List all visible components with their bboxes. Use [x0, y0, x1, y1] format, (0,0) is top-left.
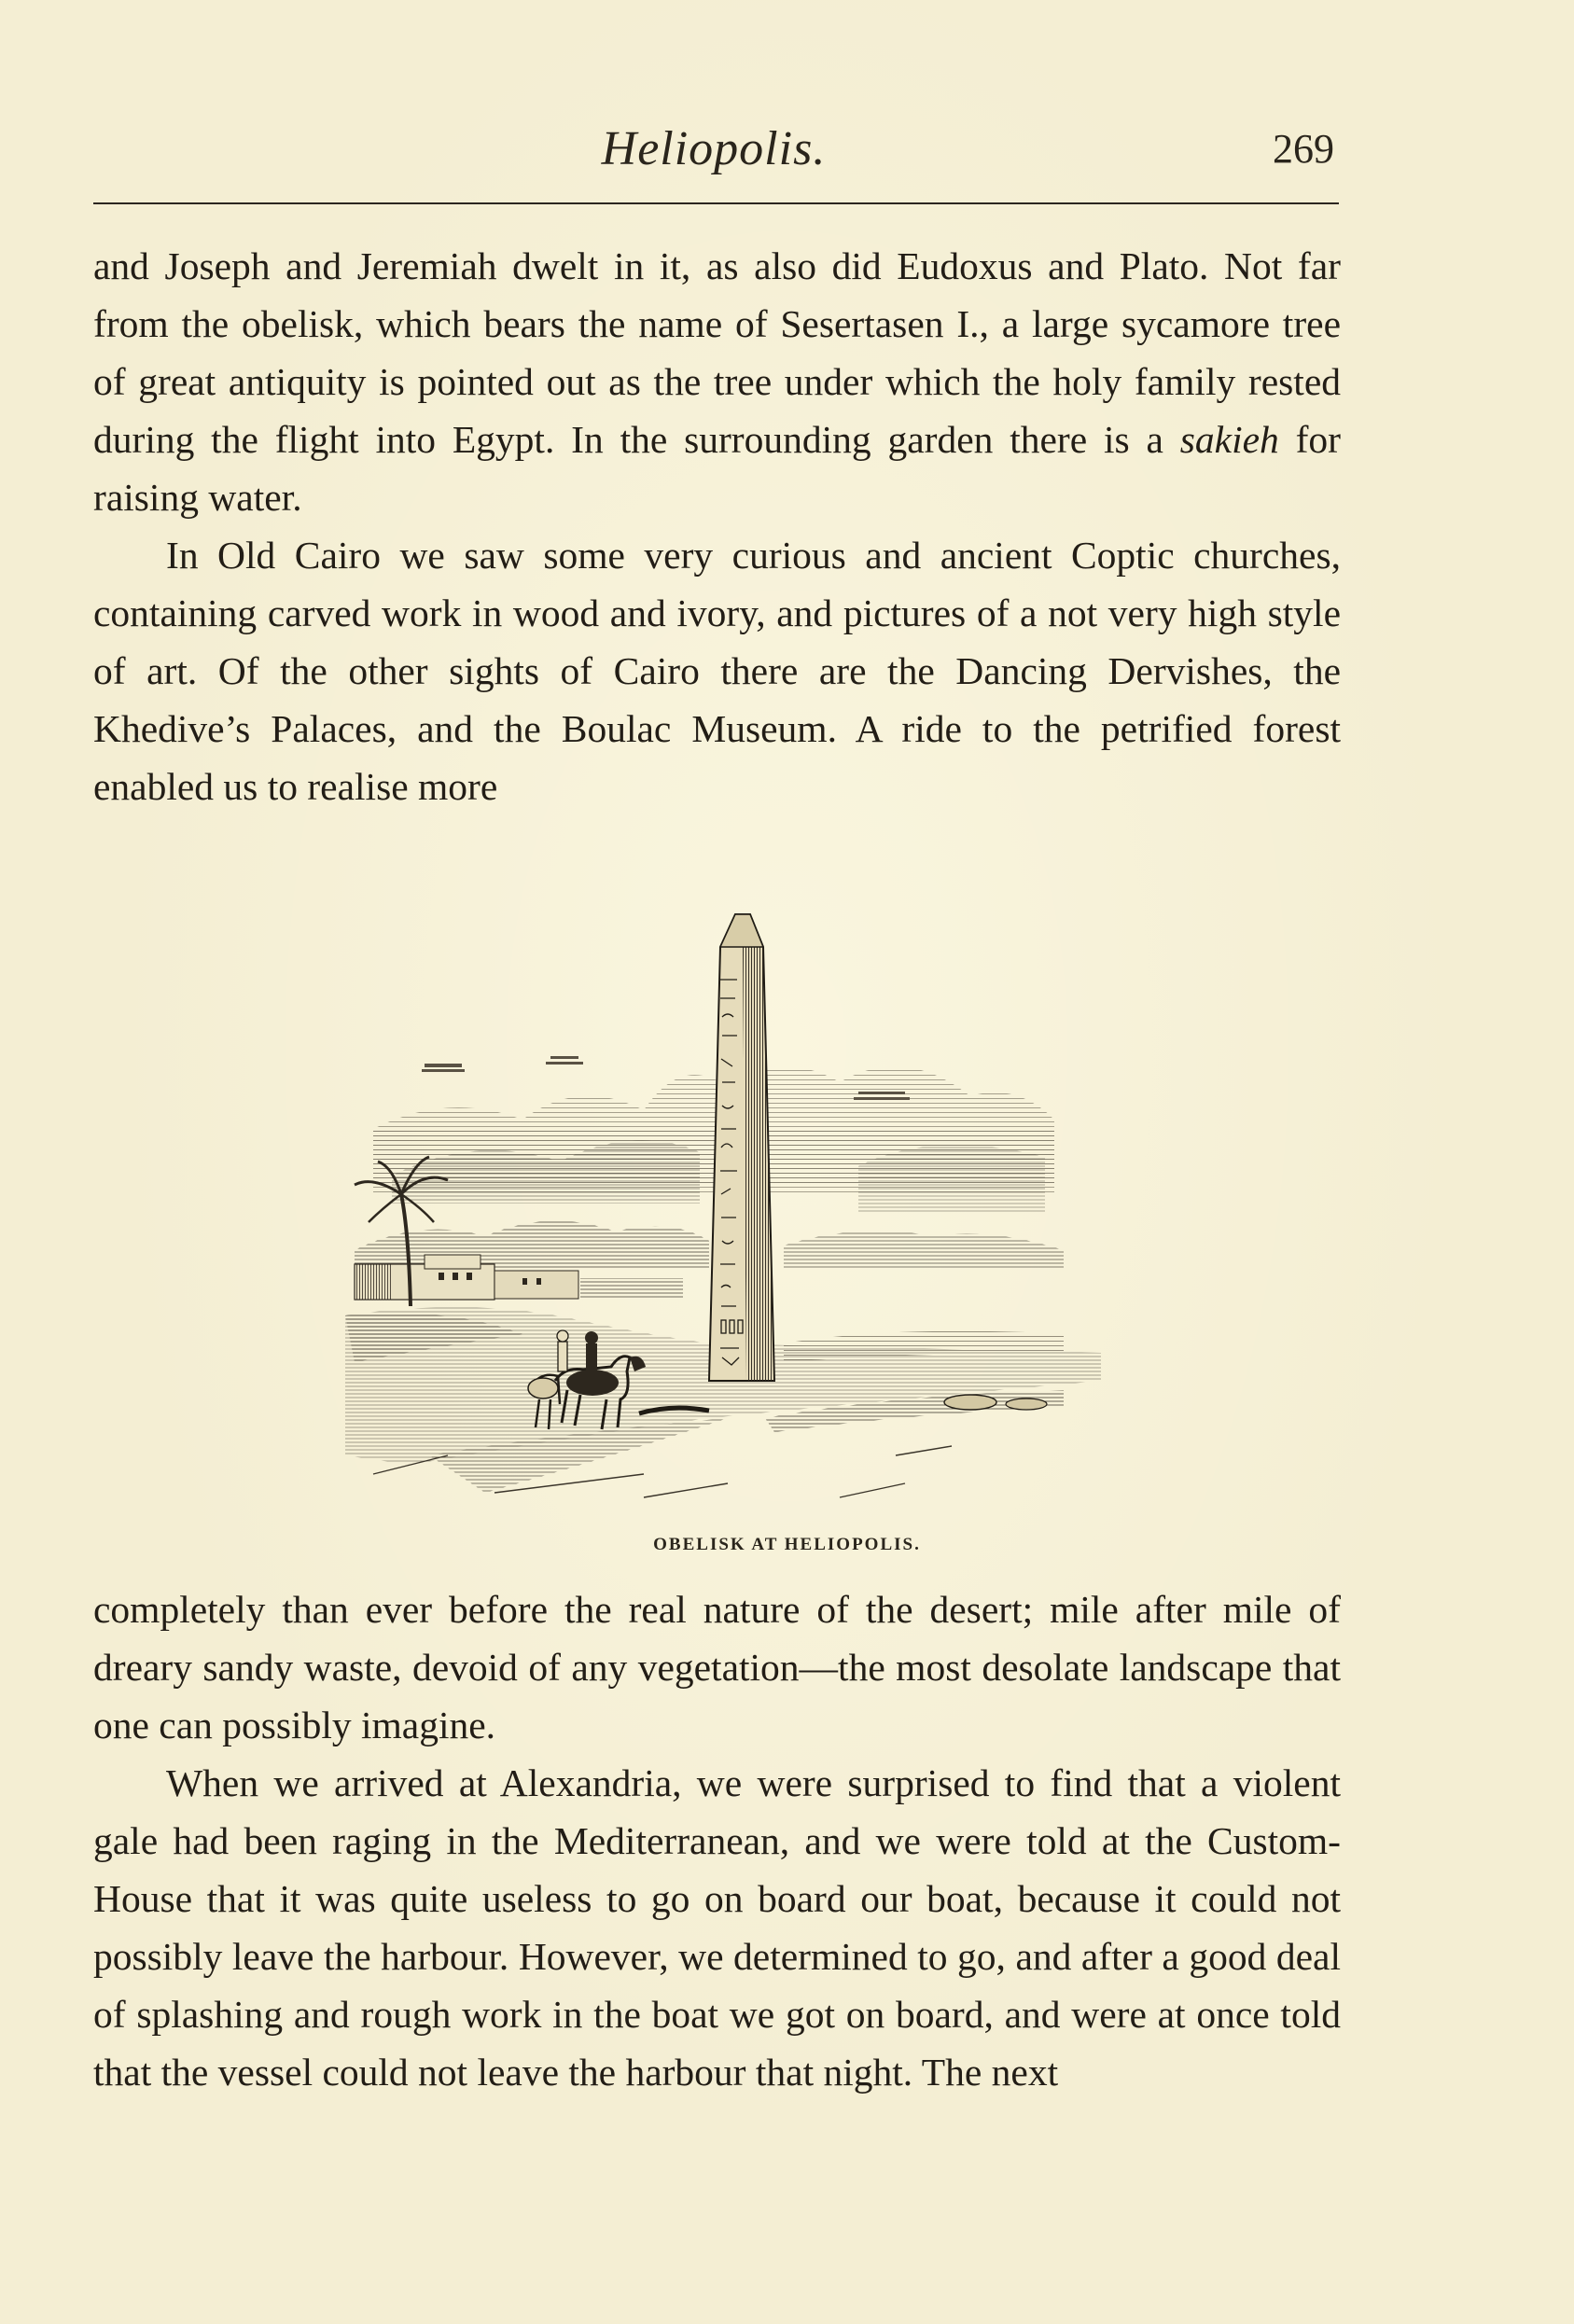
running-title: Heliopolis. — [601, 122, 827, 175]
obelisk — [709, 914, 774, 1381]
text-block-lower — [93, 1580, 1341, 2101]
page-number: 269 — [1273, 126, 1334, 172]
text-block-upper — [93, 237, 1341, 815]
paragraph-2: In Old Cairo we saw some very curious and ancient Coptic churches, containing carved work in wood and ivory, and pictures of a not very high style of art. Of the other sights of Cairo there are the Dancing Dervishes, the Khedive’s Palaces, and the Boulac Museum. A ride to the petrified forest enabled us to realise more — [93, 534, 1341, 808]
paragraph-1-ending: for raising water. — [93, 418, 1341, 519]
figure-caption: OBELISK AT HELIOPOLIS. — [653, 1535, 921, 1554]
header-rule — [93, 202, 1339, 204]
paragraph-3: completely than ever before the real nature of the desert; mile after mile of dreary sandy waste, devoid of any vegetation—the most desolate landscape that one can possibly imagine. — [93, 1588, 1341, 1746]
paragraph-1-text: and Joseph and Jeremiah dwelt in it, as also did Eudoxus and Plato. Not far from the obelisk, which bears the name of Sesertasen I., a large sycamore tree of great antiquity is pointed out as the tree under which the holy family rested during the flight into Egypt. In the surrounding garden there is a — [93, 244, 1341, 461]
paragraph-4: When we arrived at Alexandria, we were surprised to find that a violent gale had been raging in the Mediterranean, and we were told at the Custom-House that it was quite useless to go on board our boat, because it could not possibly leave the harbour. However, we determined to go, and after a good deal of splashing and rough work in the boat we got on board, and were at once told that the vessel could not leave the harbour that night. The next — [93, 1761, 1341, 2094]
paragraph-1-italic-term: sakieh — [1179, 418, 1279, 461]
running-head — [93, 121, 1334, 187]
engraving-illustration — [336, 896, 1101, 1530]
obelisk-engraving — [336, 896, 1101, 1530]
paragraph-1 — [93, 237, 1341, 526]
